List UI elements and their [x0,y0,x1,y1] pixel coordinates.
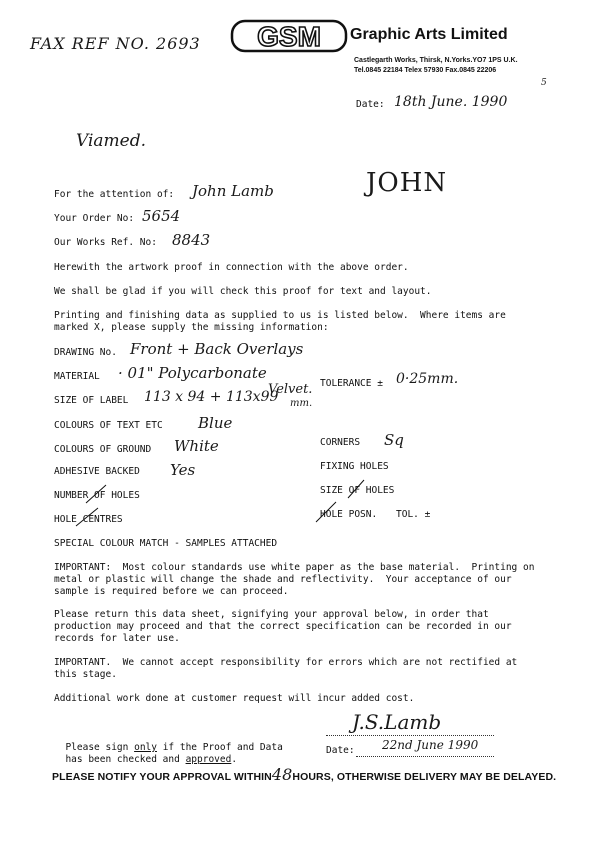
sign-text-d: . [231,754,238,765]
approval-notice-a: PLEASE NOTIFY YOUR APPROVAL WITHIN [52,771,272,783]
tolerance-value: 0·25mm. [396,371,459,387]
approval-notice-b: HOURS, OTHERWISE DELIVERY MAY BE DELAYED. [292,771,557,783]
strike-mark-icon [84,483,108,505]
special-colour-match: SPECIAL COLOUR MATCH - SAMPLES ATTACHED [54,538,278,549]
tolerance-label: TOLERANCE ± [320,378,383,389]
strike-mark-icon [346,478,366,500]
sign-text-c: has been checked and [65,754,186,765]
attention-value: John Lamb [192,182,274,200]
adhesive-label: ADHESIVE BACKED [54,466,140,477]
adhesive-value: Yes [170,461,196,479]
addressee: Viamed. [76,131,147,151]
size-of-holes-label: SIZE OF HOLES [320,485,395,496]
order-value: 5654 [142,207,181,225]
page-mark: 5 [541,78,547,88]
company-contact: Tel.0845 22184 Telex 57930 Fax.0845 22206 [354,67,497,74]
hole-centres-label: HOLE CENTRES [54,514,123,525]
svg-text:GSM: GSM [257,21,321,52]
corners-label: CORNERS [320,437,361,448]
sign-text-approved: approved [185,754,232,765]
works-ref-value: 8843 [172,231,211,249]
colours-text-value: Blue [198,414,233,432]
attention-signature: JOHN [366,168,448,198]
company-logo [230,18,348,54]
approval-notice [52,765,556,784]
sign-text-only: only [134,742,157,753]
hole-posn-label: HOLE POSN. [320,509,378,520]
drawing-value: Front + Back Overlays [130,340,304,358]
corners-value: Sq [384,431,404,449]
sign-text-b: if the Proof and Data [156,742,283,753]
strike-mark-icon [74,506,100,528]
attention-label: For the attention of: [54,189,175,200]
drawing-label: DRAWING No. [54,347,117,358]
material-label: MATERIAL [54,371,100,382]
intro-paragraph-2: We shall be glad if you will check this proof for text and layout. [54,286,432,297]
size-label: SIZE OF LABEL [54,395,129,406]
material-value: · 01" Polycarbonate [118,364,267,382]
approval-hours: 48 [271,765,293,784]
date-value: 18th June. 1990 [394,94,508,110]
intro-paragraph-1: Herewith the artwork proof in connection with the above order. [54,262,409,273]
intro-paragraph-3-line-2: marked X, please supply the missing information: [54,322,329,333]
strike-mark-icon [314,500,338,524]
return-instructions-line-1: Please return this data sheet, signifying your approval below, in order that [54,609,489,620]
additional-work-notice: Additional work done at customer request will incur added cost. [54,693,415,704]
tol-label: TOL. ± [396,509,431,520]
size-value: 113 x 94 + 113x99 [144,389,279,405]
signature: J.S.Lamb [352,710,442,734]
fax-ref-note: FAX REF NO. 2693 [30,34,201,53]
return-instructions-line-2: production may proceed and that the correct specification can be recorded in our [54,621,512,632]
sign-date-value: 22nd June 1990 [382,738,479,752]
company-name: Graphic Arts Limited [350,26,508,43]
colours-ground-value: White [174,437,219,455]
number-of-holes-label: NUMBER OF HOLES [54,490,140,501]
return-instructions-line-3: records for later use. [54,633,180,644]
important-notice-1-line-2: metal or plastic will change the shade and reflectivity. Your acceptance of our [54,574,512,585]
order-label: Your Order No: [54,213,135,224]
colours-ground-label: COLOURS OF GROUND [54,444,152,455]
colours-text-label: COLOURS OF TEXT ETC [54,420,163,431]
sign-date-label: Date: [326,745,355,756]
intro-paragraph-3-line-1: Printing and finishing data as supplied to us is listed below. Where items are [54,310,506,321]
material-note: Velvet. [268,382,313,397]
sign-text-a: Please sign [65,742,135,753]
important-notice-2-line-2: this stage. [54,669,117,680]
works-ref-label: Our Works Ref. No: [54,237,157,248]
sign-date-dotted-line [356,755,494,757]
size-unit: mm. [290,398,313,409]
company-address: Castlegarth Works, Thirsk, N.Yorks.YO7 1PS U.K. [354,57,518,64]
sign-instructions-line-2 [54,742,237,766]
gsm-logo-icon [230,18,348,54]
fixing-holes-label: FIXING HOLES [320,461,389,472]
important-notice-1-line-3: sample is required before we can proceed. [54,586,289,597]
important-notice-1-line-1: IMPORTANT: Most colour standards use white paper as the base material. Printing on [54,562,535,573]
date-label: Date: [356,99,385,110]
important-notice-2-line-1: IMPORTANT. We cannot accept responsibility for errors which are not rectified at [54,657,518,668]
signature-dotted-line [326,734,494,736]
